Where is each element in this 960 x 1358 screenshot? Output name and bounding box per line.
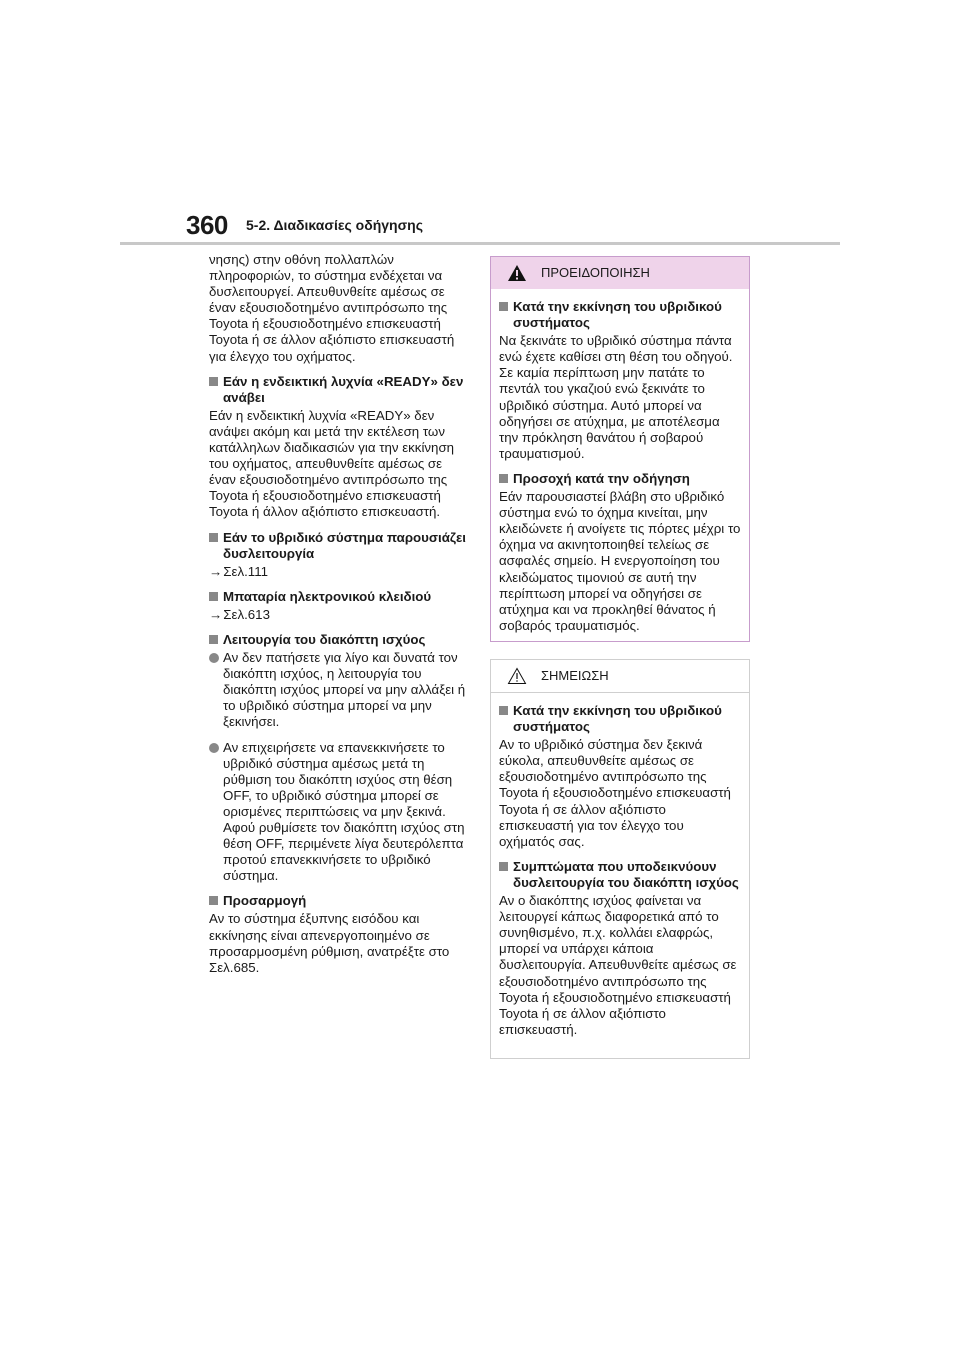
- page-reference: →Σελ.111: [209, 563, 268, 579]
- warning-heading-driving: Προσοχή κατά την οδήγηση: [499, 471, 741, 487]
- round-bullet-icon: [209, 743, 219, 753]
- caution-triangle-icon: [507, 667, 527, 685]
- warning-box: [490, 256, 750, 642]
- square-bullet-icon: [499, 474, 508, 483]
- square-bullet-icon: [499, 862, 508, 871]
- warning-paragraph-driving: Εάν παρουσιαστεί βλάβη στο υβριδικό σύστημα ενώ το όχημα κινείται, μην κλειδώνετε ή ανοίγετε τις πόρτες μέχρι το όχημα να ακινητοποιηθεί τελείως σε ασφαλές σημείο. Η ενεργοποίηση του κλειδώματος τιμονιού σε αυτή την περίπτωση μπορεί να οδηγήσει σε ατύχημα και να προκληθεί θάνατος ή σοβαρός τραυματισμός.: [499, 489, 741, 633]
- main-column: [209, 252, 471, 985]
- square-bullet-icon: [209, 533, 218, 542]
- arrow-right-icon: →: [209, 563, 223, 579]
- notice-paragraph-symptoms: Αν ο διακόπτης ισχύος φαίνεται να λειτουργεί κάπως διαφορετικά από το συνηθισμένο, π.χ. κολλάει ελαφρώς, μπορεί να υπάρχει κάποια δυσλειτουργία. Απευθυνθείτε αμέσως σε εξουσιοδοτημένο αντιπρόσωπο της Toyota ή εξουσιοδοτημένο επισκευαστή Toyota ή σε άλλον αξιόπιστο επισκευαστή.: [499, 893, 737, 1037]
- section-title: 5-2. Διαδικασίες οδήγησης: [246, 217, 424, 233]
- heading-power-switch: Λειτουργία του διακόπτη ισχύος: [209, 632, 471, 648]
- paragraph-customization: Αν το σύστημα έξυπνης εισόδου και εκκίνησης είναι απενεργοποιημένο σε προσαρμοσμένη ρύθμιση, ανατρέξτε στο Σελ.685.: [209, 911, 450, 975]
- header-divider: [120, 242, 840, 245]
- square-bullet-icon: [209, 377, 218, 386]
- intro-paragraph: νησης) στην οθόνη πολλαπλών πληροφοριών, το σύστημα ενδέχεται να δυσλειτουργεί. Απευθυνθείτε αμέσως σε έναν εξουσιοδοτημένο αντιπρόσωπο της Toyota ή εξουσιοδοτημένο επισκευαστή Toyota ή σε άλλον αξιόπιστο επισκευαστή για έλεγχο του οχήματος.: [209, 252, 455, 364]
- warning-header: [491, 257, 749, 289]
- page-reference: →Σελ.613: [209, 606, 270, 622]
- heading-key-battery: Μπαταρία ηλεκτρονικού κλειδιού: [209, 589, 471, 605]
- heading-customization: Προσαρμογή: [209, 893, 471, 909]
- notice-heading-start: Κατά την εκκίνηση του υβριδικού συστήματος: [499, 703, 741, 735]
- page-number: 360: [186, 210, 228, 240]
- square-bullet-icon: [209, 896, 218, 905]
- warning-triangle-icon: [507, 264, 527, 282]
- notice-header: [491, 660, 749, 693]
- list-item: Αν επιχειρήσετε να επανεκκινήσετε το υβριδικό σύστημα αμέσως μετά τη ρύθμιση του διακόπτη ισχύος στη θέση OFF, το υβριδικό σύστημα μπορεί σε ορισμένες περιπτώσεις να μην ξεκινά. Αφού ρυθμίσετε τον διακόπτη ισχύος στη θέση OFF, περιμένετε λίγα δευτερόλεπτα προτού επανεκκινήσετε το υβριδικό σύστημα.: [209, 740, 471, 885]
- list-item: Αν δεν πατήσετε για λίγο και δυνατά τον διακόπτη ισχύος, η λειτουργία του διακόπτη ισχύος μπορεί να μην αλλάξει ή το υβριδικό σύστημα μπορεί να μην ξεκινήσει.: [209, 650, 471, 730]
- notice-box: [490, 659, 750, 1059]
- notice-heading-symptoms: Συμπτώματα που υποδεικνύουν δυσλειτουργία του διακόπτη ισχύος: [499, 859, 741, 891]
- square-bullet-icon: [499, 302, 508, 311]
- square-bullet-icon: [209, 592, 218, 601]
- paragraph-ready-lamp: Εάν η ενδεικτική λυχνία «READY» δεν ανάψει ακόμη και μετά την εκτέλεση των κατάλληλων διαδικασιών για την εκκίνηση του οχήματος, απευθυνθείτε αμέσως σε έναν εξουσιοδοτημένο αντιπρόσωπο της Toyota ή εξουσιοδοτημένο επισκευαστή Toyota ή άλλον αξιόπιστο επισκευαστή.: [209, 407, 455, 520]
- square-bullet-icon: [209, 635, 218, 644]
- notice-paragraph-start: Αν το υβριδικό σύστημα δεν ξεκινά εύκολα, απευθυνθείτε αμέσως σε εξουσιοδοτημένο αντιπρόσωπο της Toyota ή εξουσιοδοτημένο επισκευαστή Toyota ή σε άλλον αξιόπιστο επισκευαστή για τον έλεγχο του οχήματός σας.: [499, 737, 731, 849]
- heading-hybrid-malfunction: Εάν το υβριδικό σύστημα παρουσιάζει δυσλειτουργία: [209, 530, 471, 562]
- arrow-right-icon: →: [209, 606, 223, 622]
- heading-ready-lamp: Εάν η ενδεικτική λυχνία «READY» δεν ανάβει: [209, 374, 471, 406]
- warning-heading-start: Κατά την εκκίνηση του υβριδικού συστήματος: [499, 299, 741, 331]
- round-bullet-icon: [209, 653, 219, 663]
- warning-label: ΠΡΟΕΙΔΟΠΟΙΗΣΗ: [541, 264, 650, 280]
- square-bullet-icon: [499, 706, 508, 715]
- notice-label: ΣΗΜΕΙΩΣΗ: [541, 667, 609, 683]
- warning-paragraph-start: Να ξεκινάτε το υβριδικό σύστημα πάντα ενώ έχετε καθίσει στη θέση του οδηγού. Σε καμία περίπτωση μην πατάτε το πεντάλ του γκαζιού ενώ ξεκινάτε το υβριδικό σύστημα. Αυτό μπορεί να οδηγήσει σε ατύχημα, με αποτέλεσμα την πρόκληση θανάτου ή σοβαρού τραυματισμού.: [499, 333, 733, 461]
